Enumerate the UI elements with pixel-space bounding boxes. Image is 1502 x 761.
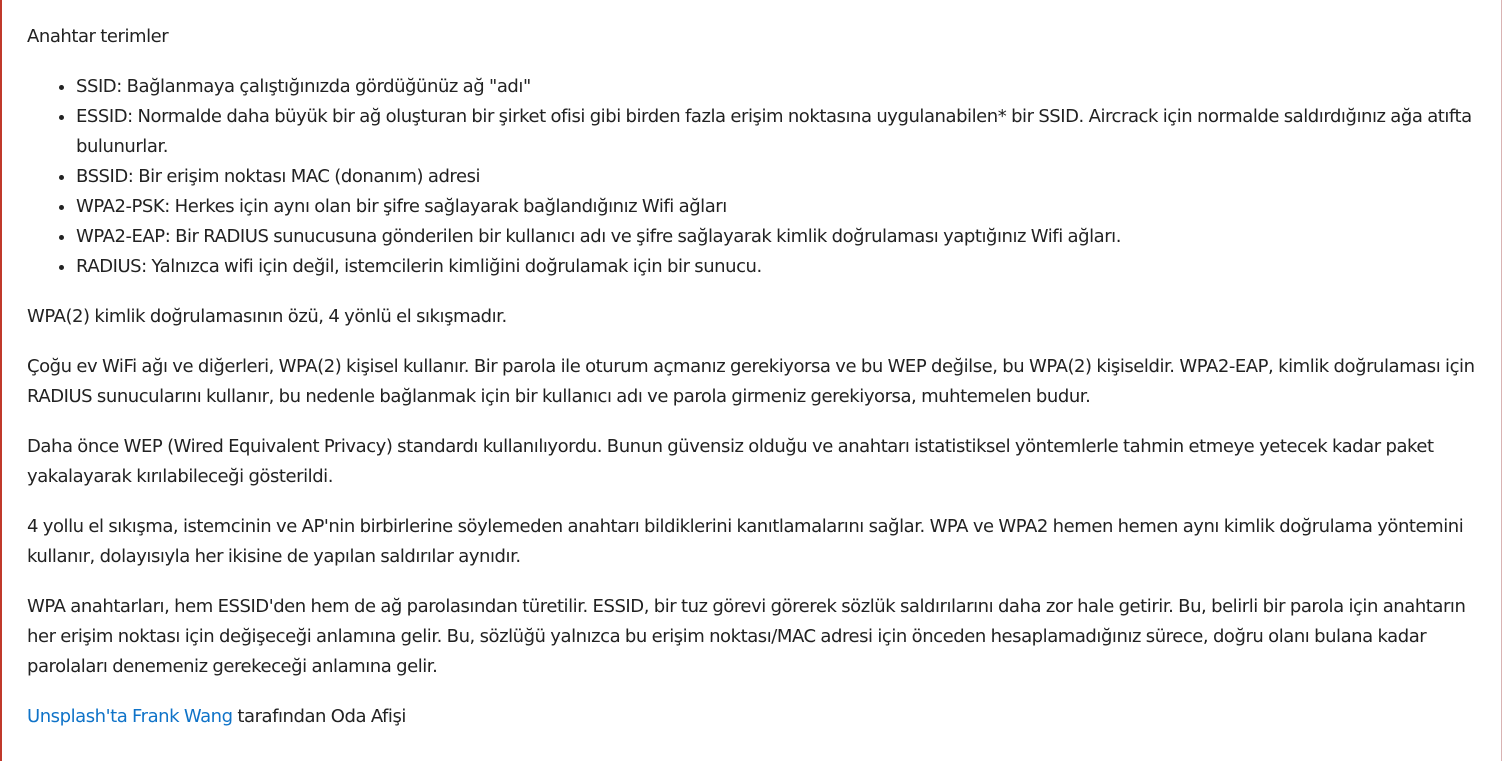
key-terms-heading: Anahtar terimler [27, 26, 169, 47]
article-body [27, 22, 1477, 752]
paragraph-4-way: 4 yollu el sıkışma, istemcinin ve AP'nin birbirlerine söylemeden anahtarı bildiklerini kanıtlamalarını sağlar. WPA ve WPA2 hemen hemen aynı kimlik doğrulama yöntemini kullanır, dolayısıyla her ikisine de yapılan saldırılar aynıdır. [27, 516, 1464, 567]
key-terms-list [27, 72, 1477, 282]
paragraph-wpa-keys: WPA anahtarları, hem ESSID'den hem de ağ parolasından türetilir. ESSID, bir tuz görevi görerek sözlük saldırılarını daha zor hale getirir. Bu, belirli bir parola için anahtarın her erişim noktası için değişeceği anlamına gelir. Bu, sözlüğü yalnızca bu erişim noktası/MAC adresi için önceden hesaplamadığınız sürece, doğru olanı bulana kadar parolaları denemeniz gerekeceği anlamına gelir. [27, 596, 1466, 677]
paragraph-home-wifi: Çoğu ev WiFi ağı ve diğerleri, WPA(2) kişisel kullanır. Bir parola ile oturum açmanız gerekiyorsa ve bu WEP değilse, bu WPA(2) kişiseldir. WPA2-EAP, kimlik doğrulaması için RADIUS sunucularını kullanır, bu nedenle bağlanmak için bir kullanıcı adı ve parola girmeniz gerekiyorsa, muhtemelen budur. [27, 356, 1475, 407]
paragraph-wep: Daha önce WEP (Wired Equivalent Privacy) standardı kullanılıyordu. Bunun güvensiz olduğu ve anahtarı istatistiksel yöntemlerle tahmin etmeye yetecek kadar paket yakalayarak kırılabileceği gösterildi. [27, 436, 1434, 487]
term-radius: • RADIUS: Yalnızca wifi için değil, istemcilerin kimliğini doğrulamak için bir sunucu. [76, 252, 1477, 282]
term-wpa2-psk: • WPA2-PSK: Herkes için aynı olan bir şifre sağlayarak bağlandığınız Wifi ağları [76, 192, 1477, 222]
unsplash-credit-link[interactable]: Unsplash'ta Frank Wang [27, 706, 233, 727]
photo-credit [27, 702, 1477, 732]
term-ssid: • SSID: Bağlanmaya çalıştığınızda gördüğünüz ağ "adı" [76, 72, 1477, 102]
photo-credit-suffix: tarafından Oda Afişi [232, 706, 406, 727]
term-essid: • ESSID: Normalde daha büyük bir ağ oluşturan bir şirket ofisi gibi birden fazla erişim noktasına uygulanabilen* bir SSID. Aircrack için normalde saldırdığınız ağa atıfta bulunurlar. [76, 102, 1477, 162]
term-wpa2-eap: • WPA2-EAP: Bir RADIUS sunucusuna gönderilen bir kullanıcı adı ve şifre sağlayarak kimlik doğrulaması yaptığınız Wifi ağları. [76, 222, 1477, 252]
paragraph-handshake: WPA(2) kimlik doğrulamasının özü, 4 yönlü el sıkışmadır. [27, 306, 507, 327]
term-bssid: • BSSID: Bir erişim noktası MAC (donanım) adresi [76, 162, 1477, 192]
